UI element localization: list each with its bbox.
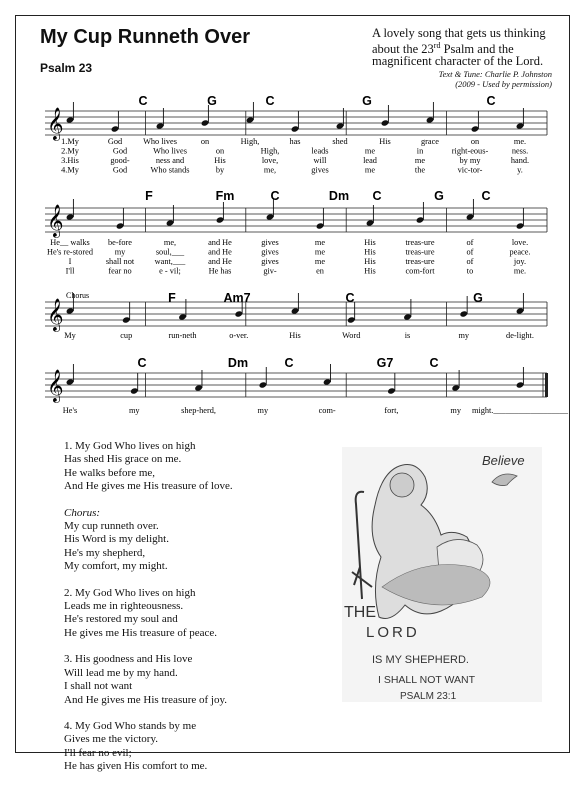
- lyric-syllable: giv-: [263, 266, 277, 276]
- lyric-syllable: will: [313, 156, 327, 165]
- lyric-line: 3. His goodness and His love: [64, 653, 193, 666]
- lyric-line: Will lead me by my hand.: [64, 666, 178, 679]
- lyric-line: He walks before me,: [64, 466, 156, 479]
- verse-1: [64, 440, 334, 494]
- lyric-syllable: of: [466, 238, 474, 247]
- lyric-syllable: on: [215, 146, 225, 156]
- lyric-syllable: me,: [263, 165, 277, 175]
- lyric-syllable: My: [64, 331, 76, 340]
- chorus-label: Chorus:: [64, 506, 101, 519]
- lyric-syllable: grace: [421, 137, 439, 146]
- lyric-syllable: fear no: [108, 266, 132, 276]
- chord-symbol: C: [270, 189, 280, 203]
- lyric-syllable: gives: [261, 247, 279, 257]
- chord-symbol: F: [168, 291, 176, 305]
- lyric-line: He gives me His treasure of peace.: [64, 626, 218, 639]
- sketch-line-want: I SHALL NOT WANT: [378, 674, 476, 686]
- chord-symbol: Dm: [227, 356, 249, 370]
- lyric-syllable: me: [314, 247, 326, 257]
- lyric-syllable: me: [314, 257, 326, 266]
- lyric-syllable: y.: [517, 165, 523, 175]
- lyric-syllable: in: [416, 146, 424, 156]
- lyric-syllable: on: [470, 137, 480, 146]
- lyric-syllable: o-ver.: [229, 331, 249, 340]
- sketch-word: Believe: [482, 453, 525, 468]
- lyric-syllable: might.__________________: [471, 406, 569, 415]
- lyric-syllable: peace.: [509, 247, 531, 257]
- treble-clef-icon: 𝄞: [47, 298, 64, 331]
- treble-clef-icon: 𝄞: [47, 369, 64, 402]
- chord-symbol: C: [138, 94, 148, 108]
- lyric-syllable: shed: [332, 137, 348, 146]
- chord-symbol: G: [362, 94, 372, 108]
- intro-line-1: A lovely song that gets us thinking: [372, 26, 546, 40]
- chord-symbol: C: [345, 291, 355, 305]
- lyric-syllable: I: [68, 257, 72, 266]
- lyric-syllable: His: [364, 238, 376, 247]
- lyric-syllable: His: [214, 156, 226, 165]
- chord-symbol: C: [481, 189, 491, 203]
- lyric-syllable: His: [289, 331, 301, 340]
- lyric-syllable: me: [314, 238, 326, 247]
- lyric-syllable: love,: [261, 156, 279, 165]
- treble-clef-icon: 𝄞: [47, 107, 64, 140]
- lyric-syllable: my: [450, 406, 462, 415]
- lyric-syllable: treas-ure: [405, 247, 435, 257]
- chord-symbol: G: [207, 94, 217, 108]
- lyric-syllable: His: [364, 257, 376, 266]
- lyric-syllable: fort,: [384, 406, 399, 415]
- lyric-line: 1. My God Who lives on high: [64, 440, 196, 452]
- lyric-syllable: Word: [342, 331, 361, 340]
- lyric-syllable: want,___: [154, 257, 186, 266]
- lyric-syllable: treas-ure: [405, 238, 435, 247]
- lyric-syllable: He__ walks: [50, 238, 90, 247]
- sketch-line-lord: LORD: [366, 624, 420, 641]
- lyric-syllable: shep-herd,: [181, 406, 216, 415]
- chorus-marker: Chorus: [66, 291, 90, 300]
- chord-symbol: G: [434, 189, 444, 203]
- lyric-syllable: gives: [261, 238, 279, 247]
- chord-symbol: F: [145, 189, 153, 203]
- chord-symbol: Am7: [223, 291, 251, 305]
- lyric-syllable: my: [458, 331, 470, 340]
- chord-symbol: G7: [376, 356, 394, 370]
- lyric-syllable: Who lives: [143, 137, 177, 146]
- final-bar-thick: [545, 373, 548, 397]
- lyric-syllable: hand.: [510, 156, 530, 165]
- intro-line-2a: about the 23: [372, 41, 434, 56]
- chord-symbol: C: [486, 94, 496, 108]
- lyric-syllable: be-fore: [108, 238, 132, 247]
- lyric-line: He has given His comfort to me.: [64, 760, 208, 773]
- lyric-syllable: on: [200, 137, 210, 146]
- sketch-line-shepherd: IS MY SHEPHERD.: [372, 654, 469, 666]
- intro-line-2b: Psalm and the: [440, 41, 514, 56]
- chord-symbol: C: [137, 356, 147, 370]
- lyric-syllable: me,: [163, 238, 177, 247]
- lyric-syllable: good-: [110, 156, 130, 165]
- lyric-syllable: gives: [311, 165, 329, 175]
- lyric-syllable: shall not: [105, 257, 135, 266]
- lyric-syllable: ness.: [511, 146, 529, 156]
- chord-symbol: C: [265, 94, 275, 108]
- lyric-syllable: my: [257, 406, 269, 415]
- lyric-line: I'll fear no evil;: [64, 746, 132, 759]
- lyric-syllable: my: [128, 406, 140, 415]
- lyric-line: 2. My God Who lives on high: [64, 586, 196, 599]
- lyric-syllable: God: [107, 137, 123, 146]
- lyric-syllable: I'll: [65, 266, 75, 276]
- lyric-syllable: 4.My: [61, 165, 79, 175]
- lyric-syllable: com-fort: [405, 266, 435, 276]
- lyric-syllable: soul,___: [155, 247, 185, 257]
- lyric-syllable: de-light.: [506, 331, 534, 340]
- lyric-line: 4. My God Who stands by me: [64, 719, 197, 732]
- verse-4: [64, 720, 334, 774]
- lyric-syllable: 3.His: [61, 156, 79, 165]
- lyric-syllable: vic-tor-: [457, 165, 483, 175]
- treble-clef-icon: 𝄞: [47, 204, 64, 237]
- lyric-line: He's my shepherd,: [64, 546, 146, 559]
- lyric-syllable: leads: [311, 146, 329, 156]
- lyric-line: I shall not want: [64, 680, 133, 693]
- lyric-line: Leads me in righteousness.: [64, 600, 184, 613]
- lyric-syllable: of: [466, 247, 474, 257]
- chord-symbol: C: [429, 356, 439, 370]
- lyric-syllable: Who lives: [153, 146, 187, 156]
- chord-symbol: Dm: [328, 189, 350, 203]
- lyric-syllable: by my: [459, 156, 481, 165]
- lyric-syllable: 2.My: [61, 146, 79, 156]
- chord-symbol: Fm: [215, 189, 235, 203]
- lyric-syllable: com-: [318, 406, 336, 415]
- lyric-syllable: me: [364, 165, 376, 175]
- lyric-syllable: He's re-stored: [47, 247, 93, 257]
- lyric-syllable: He's: [62, 406, 78, 415]
- lyric-syllable: of: [466, 257, 474, 266]
- lyric-syllable: joy.: [513, 257, 527, 266]
- lyric-syllable: God: [112, 146, 128, 156]
- lyric-syllable: by: [215, 165, 225, 175]
- lyric-syllable: me: [414, 156, 426, 165]
- lyric-syllable: 1.My: [61, 137, 79, 146]
- lyric-syllable: en: [316, 266, 324, 276]
- lyric-line: He's restored my soul and: [64, 613, 178, 626]
- credit-line-1: Text & Tune: Charlie P. Johnston: [438, 69, 552, 79]
- lyrics-block: [64, 440, 334, 787]
- sketch-line-the: THE: [344, 604, 376, 621]
- lyric-line: My cup runneth over.: [64, 520, 159, 533]
- lyric-syllable: Who stands: [150, 165, 190, 175]
- lyric-syllable: and He: [208, 238, 232, 247]
- lyric-syllable: High,: [240, 137, 260, 146]
- lyric-line: And He gives me His treasure of love.: [64, 480, 233, 493]
- song-title: My Cup Runneth Over: [40, 26, 251, 48]
- lyric-syllable: His: [379, 137, 391, 146]
- credit-line-2: (2009 - Used by permission): [455, 78, 552, 89]
- lyric-syllable: my: [114, 247, 126, 257]
- lyric-line: Gives me the victory.: [64, 733, 158, 746]
- lyric-syllable: God: [112, 165, 128, 175]
- lyric-syllable: run-neth: [168, 331, 197, 340]
- lyric-syllable: treas-ure: [405, 257, 435, 266]
- song-subtitle: Psalm 23: [40, 61, 93, 75]
- lyric-line: And He gives me His treasure of joy.: [64, 693, 228, 706]
- lyric-syllable: the: [414, 165, 426, 175]
- lyric-syllable: love.: [511, 238, 529, 247]
- lyric-syllable: and He: [208, 257, 232, 266]
- lyric-syllable: cup: [120, 331, 133, 340]
- lyric-syllable: High,: [260, 146, 280, 156]
- lyric-syllable: is: [404, 331, 411, 340]
- lyric-syllable: me: [364, 146, 376, 156]
- lyric-syllable: gives: [261, 257, 279, 266]
- lyric-line: His Word is my delight.: [64, 533, 169, 546]
- lyric-syllable: and He: [208, 247, 232, 257]
- sketch-line-psalm: PSALM 23:1: [400, 691, 457, 702]
- verse-3: [64, 653, 334, 707]
- face-icon: [390, 473, 414, 497]
- lyric-syllable: to: [466, 266, 474, 276]
- lyric-syllable: right-eous-: [451, 146, 489, 156]
- lyric-line: My comfort, my might.: [64, 560, 168, 573]
- intro-line-3: magnificent character of the Lord.: [372, 54, 544, 69]
- lyric-syllable: ness and: [155, 156, 185, 165]
- lyric-line: Has shed His grace on me.: [64, 453, 182, 466]
- lyric-syllable: His: [364, 247, 376, 257]
- lyric-syllable: lead: [363, 156, 377, 165]
- chord-symbol: C: [372, 189, 382, 203]
- lyric-syllable: e - vil;: [159, 266, 181, 276]
- chord-symbol: G: [473, 291, 483, 305]
- lyric-syllable: He has: [208, 266, 232, 276]
- chord-symbol: C: [284, 356, 294, 370]
- lyric-syllable: His: [364, 266, 376, 276]
- chorus: [64, 507, 334, 574]
- lyric-syllable: has: [289, 137, 301, 146]
- intro-sup: rd: [433, 40, 441, 50]
- lyric-syllable: me.: [513, 137, 527, 146]
- verse-2: [64, 587, 334, 641]
- shepherd-sketch: [342, 447, 542, 702]
- lyric-syllable: me.: [513, 266, 527, 276]
